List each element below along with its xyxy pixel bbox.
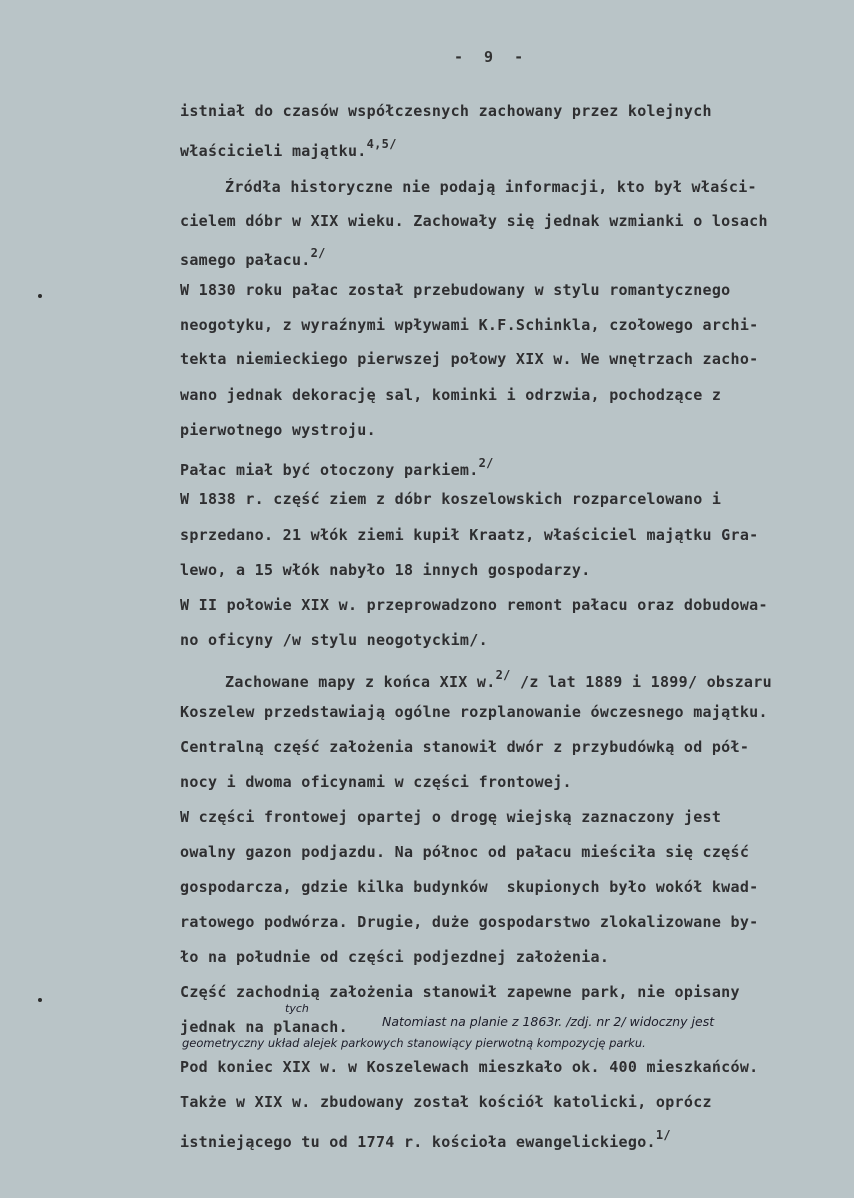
text-line-15: W II połowie XIX w. przeprowadzono remont pałacu oraz dobudowa- bbox=[180, 596, 768, 614]
punch-hole-mark bbox=[38, 294, 42, 298]
text-line-12: W 1838 r. część ziem z dóbr koszelowskich rozparcelowano i bbox=[180, 490, 722, 508]
text-line-21: W części frontowej opartej o drogę wiejską zaznaczony jest bbox=[180, 808, 722, 826]
text-line-18: Koszelew przedstawiają ogólne rozplanowanie ówczesnego majątku. bbox=[180, 703, 768, 721]
text-line-6: W 1830 roku pałac został przebudowany w stylu romantycznego bbox=[180, 281, 731, 299]
handwritten-note-line-1: Natomiast na planie z 1863r. /zdj. nr 2/ widoczny jest bbox=[382, 1014, 715, 1029]
punch-hole-mark bbox=[38, 998, 42, 1002]
text-line-22: owalny gazon podjazdu. Na północ od pałacu mieściła się część bbox=[180, 843, 750, 861]
text-line-11: Pałac miał być otoczony parkiem.$^{2/}$ bbox=[180, 456, 494, 479]
text-line-3: Źródła historyczne nie podają informacji, kto był właści- bbox=[225, 178, 757, 196]
text-line-19: Centralną część założenia stanowił dwór z przybudówką od pół- bbox=[180, 738, 750, 756]
text-line-17: Zachowane mapy z końca XIX w.$^{2/}$ /z lat 1889 i 1899/ obszaru bbox=[225, 668, 772, 691]
text-line-8: tekta niemieckiego pierwszej połowy XIX w. We wnętrzach zacho- bbox=[180, 350, 759, 368]
text-line-25: ło na południe od części podjezdnej założenia. bbox=[180, 948, 610, 966]
text-line-26: Część zachodnią założenia stanowił zapewne park, nie opisany bbox=[180, 983, 740, 1001]
text-line-27: jednak na planach. bbox=[180, 1018, 348, 1036]
text-line-4: cielem dóbr w XIX wieku. Zachowały się jednak wzmianki o losach bbox=[180, 212, 768, 230]
handwritten-note-line-2: geometryczny układ alejek parkowych stanowiący pierwotną kompozycję parku. bbox=[182, 1036, 646, 1050]
text-line-23: gospodarcza, gdzie kilka budynków skupionych było wokół kwad- bbox=[180, 878, 759, 896]
text-line-24: ratowego podwórza. Drugie, duże gospodarstwo zlokalizowane by- bbox=[180, 913, 759, 931]
text-line-30: istniejącego tu od 1774 r. kościoła ewangelickiego.$^{1/}$ bbox=[180, 1128, 671, 1151]
text-line-13: sprzedano. 21 włók ziemi kupił Kraatz, właściciel majątku Gra- bbox=[180, 526, 759, 544]
text-line-29: Także w XIX w. zbudowany został kościół katolicki, oprócz bbox=[180, 1093, 712, 1111]
text-line-16: no oficyny /w stylu neogotyckim/. bbox=[180, 631, 488, 649]
handwritten-insert-word: tych bbox=[285, 1002, 309, 1015]
text-line-5: samego pałacu.$^{2/}$ bbox=[180, 246, 326, 269]
text-line-10: pierwotnego wystroju. bbox=[180, 421, 376, 439]
text-line-20: nocy i dwoma oficynami w części frontowej. bbox=[180, 773, 572, 791]
text-line-9: wano jednak dekorację sal, kominki i odrzwia, pochodzące z bbox=[180, 386, 722, 404]
text-line-2: właścicieli majątku.$^{4,5/}$ bbox=[180, 137, 397, 160]
text-line-1: istniał do czasów współczesnych zachowany przez kolejnych bbox=[180, 102, 712, 120]
page-number: - 9 - bbox=[454, 48, 530, 66]
text-line-28: Pod koniec XIX w. w Koszelewach mieszkało ok. 400 mieszkańców. bbox=[180, 1058, 759, 1076]
text-line-14: lewo, a 15 włók nabyło 18 innych gospodarzy. bbox=[180, 561, 591, 579]
text-line-7: neogotyku, z wyraźnymi wpływami K.F.Schinkla, czołowego archi- bbox=[180, 316, 759, 334]
